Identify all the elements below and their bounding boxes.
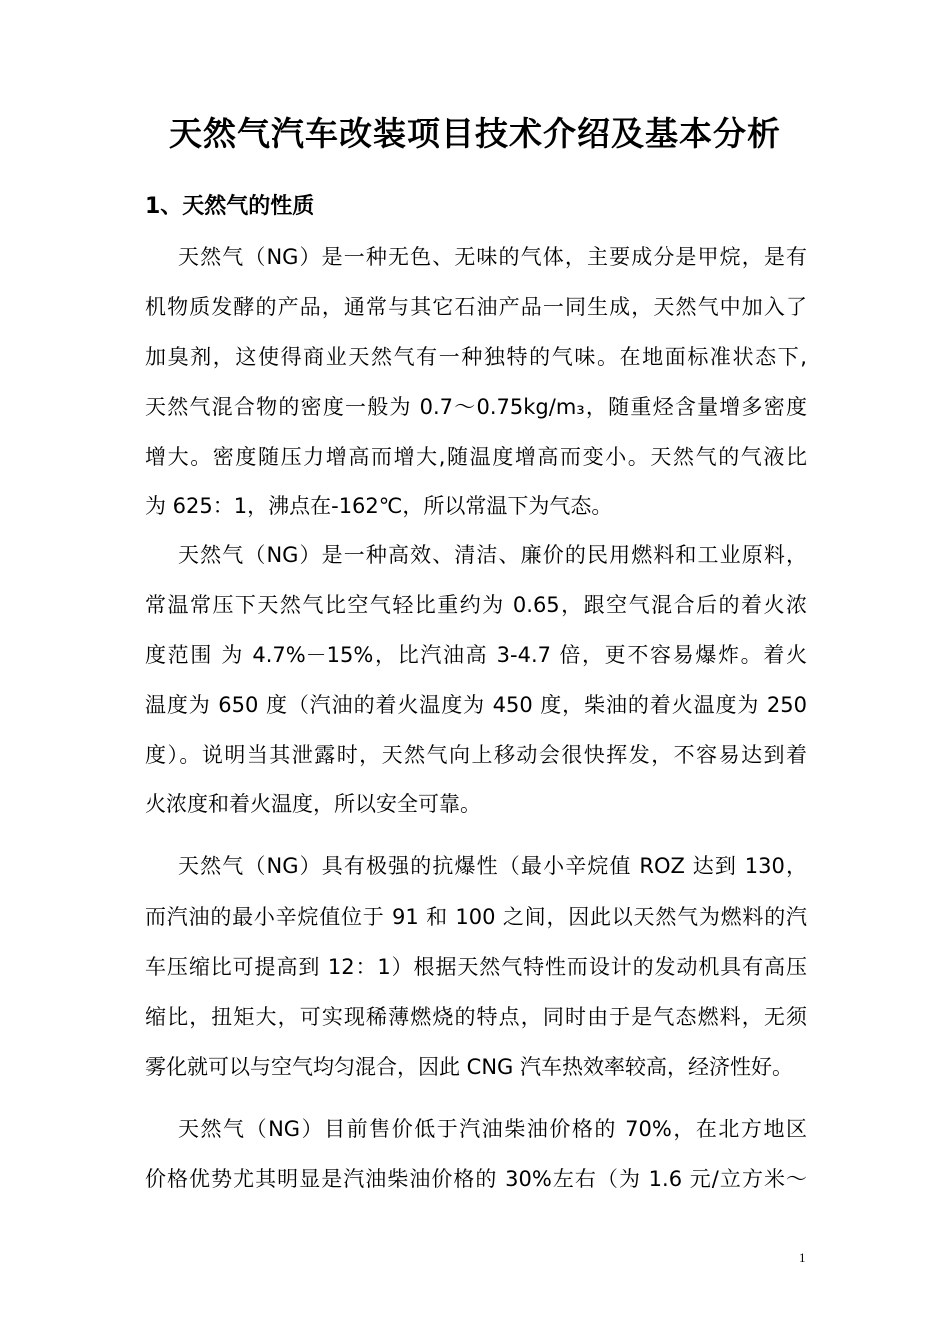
paragraph-line: 缩比，扭矩大，可实现稀薄燃烧的特点，同时由于是气态燃料，无须 bbox=[145, 1005, 807, 1029]
paragraph-line: 雾化就可以与空气均匀混合，因此 CNG 汽车热效率较高，经济性好。 bbox=[145, 1055, 793, 1079]
paragraph-line: 常温常压下天然气比空气轻比重约为 0.65，跟空气混合后的着火浓 bbox=[145, 593, 807, 617]
section-heading: 1、天然气的性质 bbox=[145, 194, 315, 219]
paragraph-line: 为 625：1，沸点在-162℃，所以常温下为气态。 bbox=[145, 494, 613, 518]
paragraph-line: 天然气（NG）是一种高效、清洁、廉价的民用燃料和工业原料， bbox=[178, 543, 807, 567]
document-title: 天然气汽车改装项目技术介绍及基本分析 bbox=[169, 114, 781, 153]
paragraph-line: 而汽油的最小辛烷值位于 91 和 100 之间，因此以天然气为燃料的汽 bbox=[145, 905, 807, 929]
paragraph-line: 价格优势尤其明显是汽油柴油价格的 30%左右（为 1.6 元/立方米～ bbox=[145, 1167, 807, 1191]
paragraph-line: 天然气（NG）目前售价低于汽油柴油价格的 70%，在北方地区 bbox=[178, 1117, 807, 1141]
paragraph-line: 温度为 650 度（汽油的着火温度为 450 度，柴油的着火温度为 250 bbox=[145, 693, 807, 717]
paragraph-line: 天然气（NG）是一种无色、无味的气体，主要成分是甲烷，是有 bbox=[178, 245, 807, 269]
paragraph-line: 增大。密度随压力增高而增大,随温度增高而变小。天然气的气液比 bbox=[145, 445, 807, 469]
paragraph-line: 度）。说明当其泄露时，天然气向上移动会很快挥发，不容易达到着 bbox=[145, 743, 807, 767]
paragraph-line: 加臭剂，这使得商业天然气有一种独特的气味。在地面标准状态下, bbox=[145, 345, 807, 369]
paragraph-line: 天然气混合物的密度一般为 0.7～0.75kg/m₃，随重烃含量增多密度 bbox=[145, 395, 807, 419]
page-number: 1 bbox=[799, 1250, 806, 1265]
paragraph-line: 天然气（NG）具有极强的抗爆性（最小辛烷值 ROZ 达到 130， bbox=[178, 854, 807, 878]
paragraph-line: 火浓度和着火温度，所以安全可靠。 bbox=[145, 792, 481, 816]
paragraph-line: 度范围 为 4.7%－15%，比汽油高 3-4.7 倍，更不容易爆炸。着火 bbox=[145, 643, 807, 667]
paragraph-line: 车压缩比可提高到 12：1）根据天然气特性而设计的发动机具有高压 bbox=[145, 955, 807, 979]
paragraph-line: 机物质发酵的产品，通常与其它石油产品一同生成，天然气中加入了 bbox=[145, 295, 807, 319]
